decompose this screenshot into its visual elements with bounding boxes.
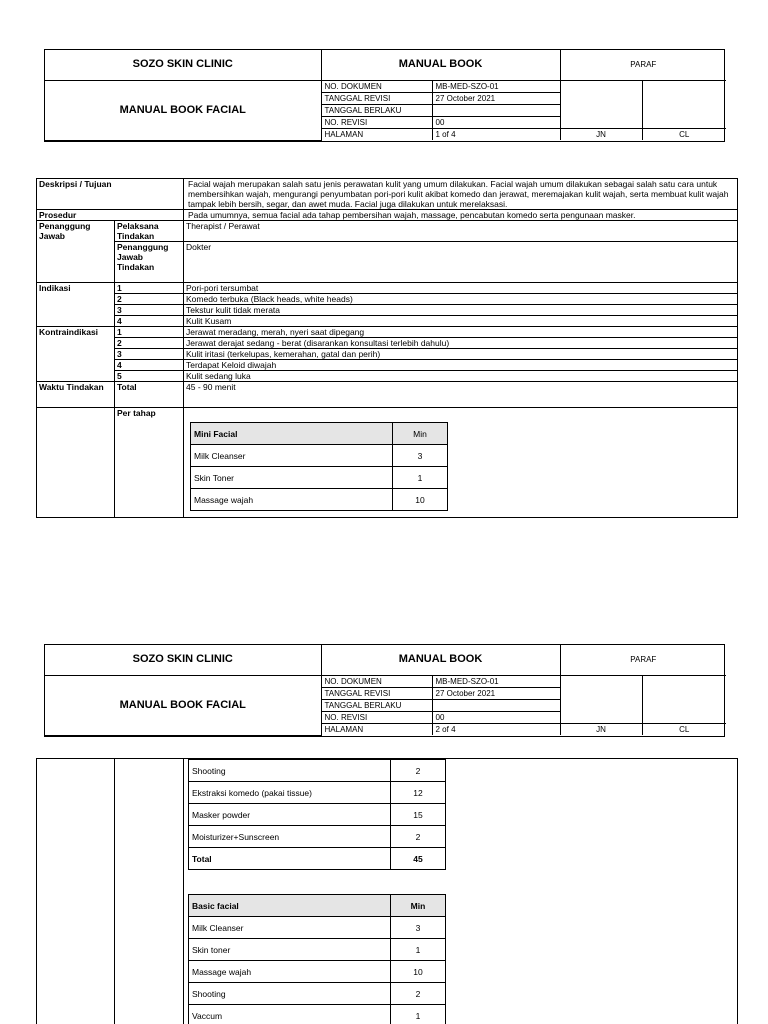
document-title: MANUAL BOOK FACIAL bbox=[45, 675, 321, 735]
kontra-no: 1 bbox=[115, 327, 184, 338]
paraf-cl-cell bbox=[642, 675, 726, 723]
kontraindikasi-label: Kontraindikasi bbox=[37, 327, 115, 382]
paraf-jn-cell bbox=[560, 80, 642, 128]
kontra-no: 3 bbox=[115, 349, 184, 360]
paraf-cl-label: CL bbox=[642, 723, 726, 735]
clinic-name: SOZO SKIN CLINIC bbox=[45, 645, 321, 675]
step-min: 15 bbox=[391, 804, 446, 826]
mini-facial-title: Mini Facial bbox=[191, 423, 393, 445]
manual-book-label: MANUAL BOOK bbox=[321, 50, 560, 80]
step-name: Masker powder bbox=[189, 804, 391, 826]
pelaksana-value: Therapist / Perawat bbox=[184, 221, 738, 242]
step-name: Moisturizer+Sunscreen bbox=[189, 826, 391, 848]
doc-number-value: MB-MED-SZO-01 bbox=[432, 675, 560, 687]
kontra-item: Jerawat derajat sedang - berat (disarankan konsultasi terlebih dahulu) bbox=[184, 338, 738, 349]
prosedur-label: Prosedur bbox=[37, 210, 184, 221]
kontra-item: Jerawat meradang, merah, nyeri saat dipegang bbox=[184, 327, 738, 338]
effective-date-value bbox=[432, 104, 560, 116]
mini-facial-table-continued bbox=[188, 759, 446, 870]
indikasi-item: Pori-pori tersumbat bbox=[184, 283, 738, 294]
kontra-no: 2 bbox=[115, 338, 184, 349]
doc-number-label: NO. DOKUMEN bbox=[321, 675, 432, 687]
step-min: 2 bbox=[391, 826, 446, 848]
page-label: HALAMAN bbox=[321, 723, 432, 735]
step-min: 10 bbox=[393, 489, 448, 511]
kontra-item: Kulit iritasi (terkelupas, kemerahan, gatal dan perih) bbox=[184, 349, 738, 360]
paraf-cl-label: CL bbox=[642, 128, 726, 140]
prosedur-text: Pada umumnya, semua facial ada tahap pembersihan wajah, massage, pencabutan komedo serta pengunaan masker. bbox=[184, 210, 738, 221]
penanggung-jawab-label: Penanggung Jawab bbox=[37, 221, 115, 283]
kontra-no: 4 bbox=[115, 360, 184, 371]
per-tahap-cell-continued bbox=[184, 759, 738, 1024]
deskripsi-label: Deskripsi / Tujuan bbox=[37, 179, 184, 210]
kontra-item: Terdapat Keloid diwajah bbox=[184, 360, 738, 371]
step-min: 3 bbox=[393, 445, 448, 467]
step-min: 1 bbox=[393, 467, 448, 489]
clinic-name: SOZO SKIN CLINIC bbox=[45, 50, 321, 80]
paraf-label: PARAF bbox=[560, 645, 726, 675]
indikasi-no: 2 bbox=[115, 294, 184, 305]
paraf-jn-cell bbox=[560, 675, 642, 723]
total-value: 45 - 90 menit bbox=[184, 382, 738, 408]
min-header: Min bbox=[391, 895, 446, 917]
kontra-no: 5 bbox=[115, 371, 184, 382]
sop-table-page-1 bbox=[36, 178, 738, 518]
step-name: Massage wajah bbox=[191, 489, 393, 511]
kontra-item: Kulit sedang luka bbox=[184, 371, 738, 382]
deskripsi-text: Facial wajah merupakan salah satu jenis perawatan kulit yang umum dilakukan. Facial wajah umum dilakukan sebagai salah satu cara untuk membersihkan wajah, mengurangi penyumbatan pori-pori kulit akibat komedo dan jerawat, meremajakan kulit wajah, serta membuat kulit wajah tampak lebih bersih, segar, dan awet muda. Facial juga dilakukan untuk merelaksasi. bbox=[184, 179, 738, 210]
indikasi-item: Komedo terbuka (Black heads, white heads) bbox=[184, 294, 738, 305]
indikasi-no: 4 bbox=[115, 316, 184, 327]
pj-tindakan-label: Penanggung Jawab Tindakan bbox=[115, 242, 184, 283]
step-name: Massage wajah bbox=[189, 961, 391, 983]
total-label: Total bbox=[115, 382, 184, 408]
revision-date-value: 27 October 2021 bbox=[432, 92, 560, 104]
document-title: MANUAL BOOK FACIAL bbox=[45, 80, 321, 140]
paraf-jn-label: JN bbox=[560, 723, 642, 735]
empty-cell bbox=[115, 759, 184, 1024]
step-min: 1 bbox=[391, 939, 446, 961]
step-name: Skin Toner bbox=[191, 467, 393, 489]
revision-date-value: 27 October 2021 bbox=[432, 687, 560, 699]
step-name: Shooting bbox=[189, 983, 391, 1005]
revision-date-label: TANGGAL REVISI bbox=[321, 687, 432, 699]
step-name: Shooting bbox=[189, 760, 391, 782]
per-tahap-label: Per tahap bbox=[115, 408, 184, 518]
effective-date-value bbox=[432, 699, 560, 711]
manual-book-label: MANUAL BOOK bbox=[321, 645, 560, 675]
paraf-label: PARAF bbox=[560, 50, 726, 80]
step-name: Skin toner bbox=[189, 939, 391, 961]
page-number: 2 of 4 bbox=[432, 723, 560, 735]
document-header-page-2 bbox=[44, 644, 725, 737]
revision-number-value: 00 bbox=[432, 116, 560, 128]
basic-facial-title: Basic facial bbox=[189, 895, 391, 917]
basic-facial-table bbox=[188, 894, 446, 1024]
pj-tindakan-value: Dokter bbox=[184, 242, 738, 283]
revision-number-value: 00 bbox=[432, 711, 560, 723]
step-name: Milk Cleanser bbox=[189, 917, 391, 939]
sop-table-page-2 bbox=[36, 758, 738, 1024]
empty-cell bbox=[37, 759, 115, 1024]
step-min: 3 bbox=[391, 917, 446, 939]
doc-number-label: NO. DOKUMEN bbox=[321, 80, 432, 92]
waktu-tindakan-label: Waktu Tindakan bbox=[37, 382, 115, 408]
page-number: 1 of 4 bbox=[432, 128, 560, 140]
revision-number-label: NO. REVISI bbox=[321, 711, 432, 723]
indikasi-no: 3 bbox=[115, 305, 184, 316]
step-min: 12 bbox=[391, 782, 446, 804]
paraf-cl-cell bbox=[642, 80, 726, 128]
page-label: HALAMAN bbox=[321, 128, 432, 140]
indikasi-item: Tekstur kulit tidak merata bbox=[184, 305, 738, 316]
pelaksana-label: Pelaksana Tindakan bbox=[115, 221, 184, 242]
revision-date-label: TANGGAL REVISI bbox=[321, 92, 432, 104]
effective-date-label: TANGGAL BERLAKU bbox=[321, 699, 432, 711]
per-tahap-cell bbox=[184, 408, 738, 518]
indikasi-label: Indikasi bbox=[37, 283, 115, 327]
mini-facial-total-label: Total bbox=[189, 848, 391, 870]
effective-date-label: TANGGAL BERLAKU bbox=[321, 104, 432, 116]
indikasi-no: 1 bbox=[115, 283, 184, 294]
mini-facial-total-value: 45 bbox=[391, 848, 446, 870]
mini-facial-table bbox=[190, 422, 448, 511]
indikasi-item: Kulit Kusam bbox=[184, 316, 738, 327]
min-header: Min bbox=[393, 423, 448, 445]
paraf-jn-label: JN bbox=[560, 128, 642, 140]
doc-number-value: MB-MED-SZO-01 bbox=[432, 80, 560, 92]
step-min: 2 bbox=[391, 983, 446, 1005]
step-min: 1 bbox=[391, 1005, 446, 1024]
empty-cell bbox=[37, 408, 115, 518]
step-name: Ekstraksi komedo (pakai tissue) bbox=[189, 782, 391, 804]
step-name: Vaccum bbox=[189, 1005, 391, 1024]
document-header-page-1 bbox=[44, 49, 725, 142]
step-name: Milk Cleanser bbox=[191, 445, 393, 467]
step-min: 10 bbox=[391, 961, 446, 983]
revision-number-label: NO. REVISI bbox=[321, 116, 432, 128]
step-min: 2 bbox=[391, 760, 446, 782]
